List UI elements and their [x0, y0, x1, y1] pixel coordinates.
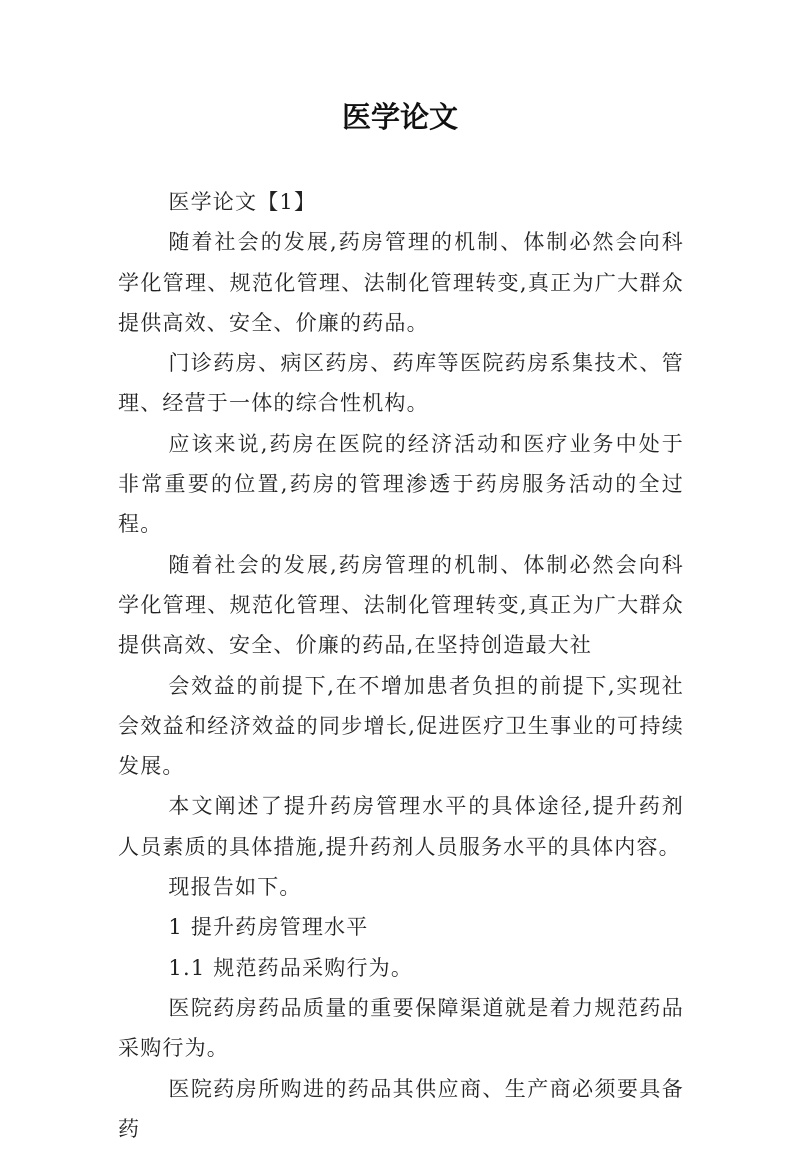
paragraph: 门诊药房、病区药房、药库等医院药房系集技术、管理、经营于一体的综合性机构。 — [118, 351, 684, 416]
paragraph: 应该来说,药房在医院的经济活动和医疗业务中处于非常重要的位置,药房的管理渗透于药房服务活动的全过程。 — [118, 431, 684, 537]
paragraph: 随着社会的发展,药房管理的机制、体制必然会向科学化管理、规范化管理、法制化管理转变,真正为广大群众提供高效、安全、价廉的药品,在坚持创造最大社 — [118, 552, 684, 658]
paragraph: 现报告如下。 — [168, 875, 302, 900]
paragraph: 会效益的前提下,在不增加患者负担的前提下,实现社会效益和经济效益的同步增长,促进医疗卫生事业的可持续发展。 — [118, 673, 684, 779]
paragraph: 本文阐述了提升药房管理水平的具体途径,提升药剂人员素质的具体措施,提升药剂人员服务水平的具体内容。 — [118, 794, 684, 859]
paragraph: 医院药房药品质量的重要保障渠道就是着力规范药品采购行为。 — [118, 995, 684, 1061]
paragraph: 医院药房所购进的药品其供应商、生产商必须要具备药 — [118, 1076, 684, 1141]
subsection-heading: 1.1 规范药品采购行为。 — [168, 955, 414, 980]
section-heading: 1 提升药房管理水平 — [168, 915, 369, 940]
document-title: 医学论文 — [341, 100, 458, 134]
paragraph: 随着社会的发展,药房管理的机制、体制必然会向科学化管理、规范化管理、法制化管理转变,真正为广大群众提供高效、安全、价廉的药品。 — [118, 230, 684, 335]
document-body — [118, 182, 684, 1149]
paragraph: 医学论文【1】 — [168, 190, 317, 214]
